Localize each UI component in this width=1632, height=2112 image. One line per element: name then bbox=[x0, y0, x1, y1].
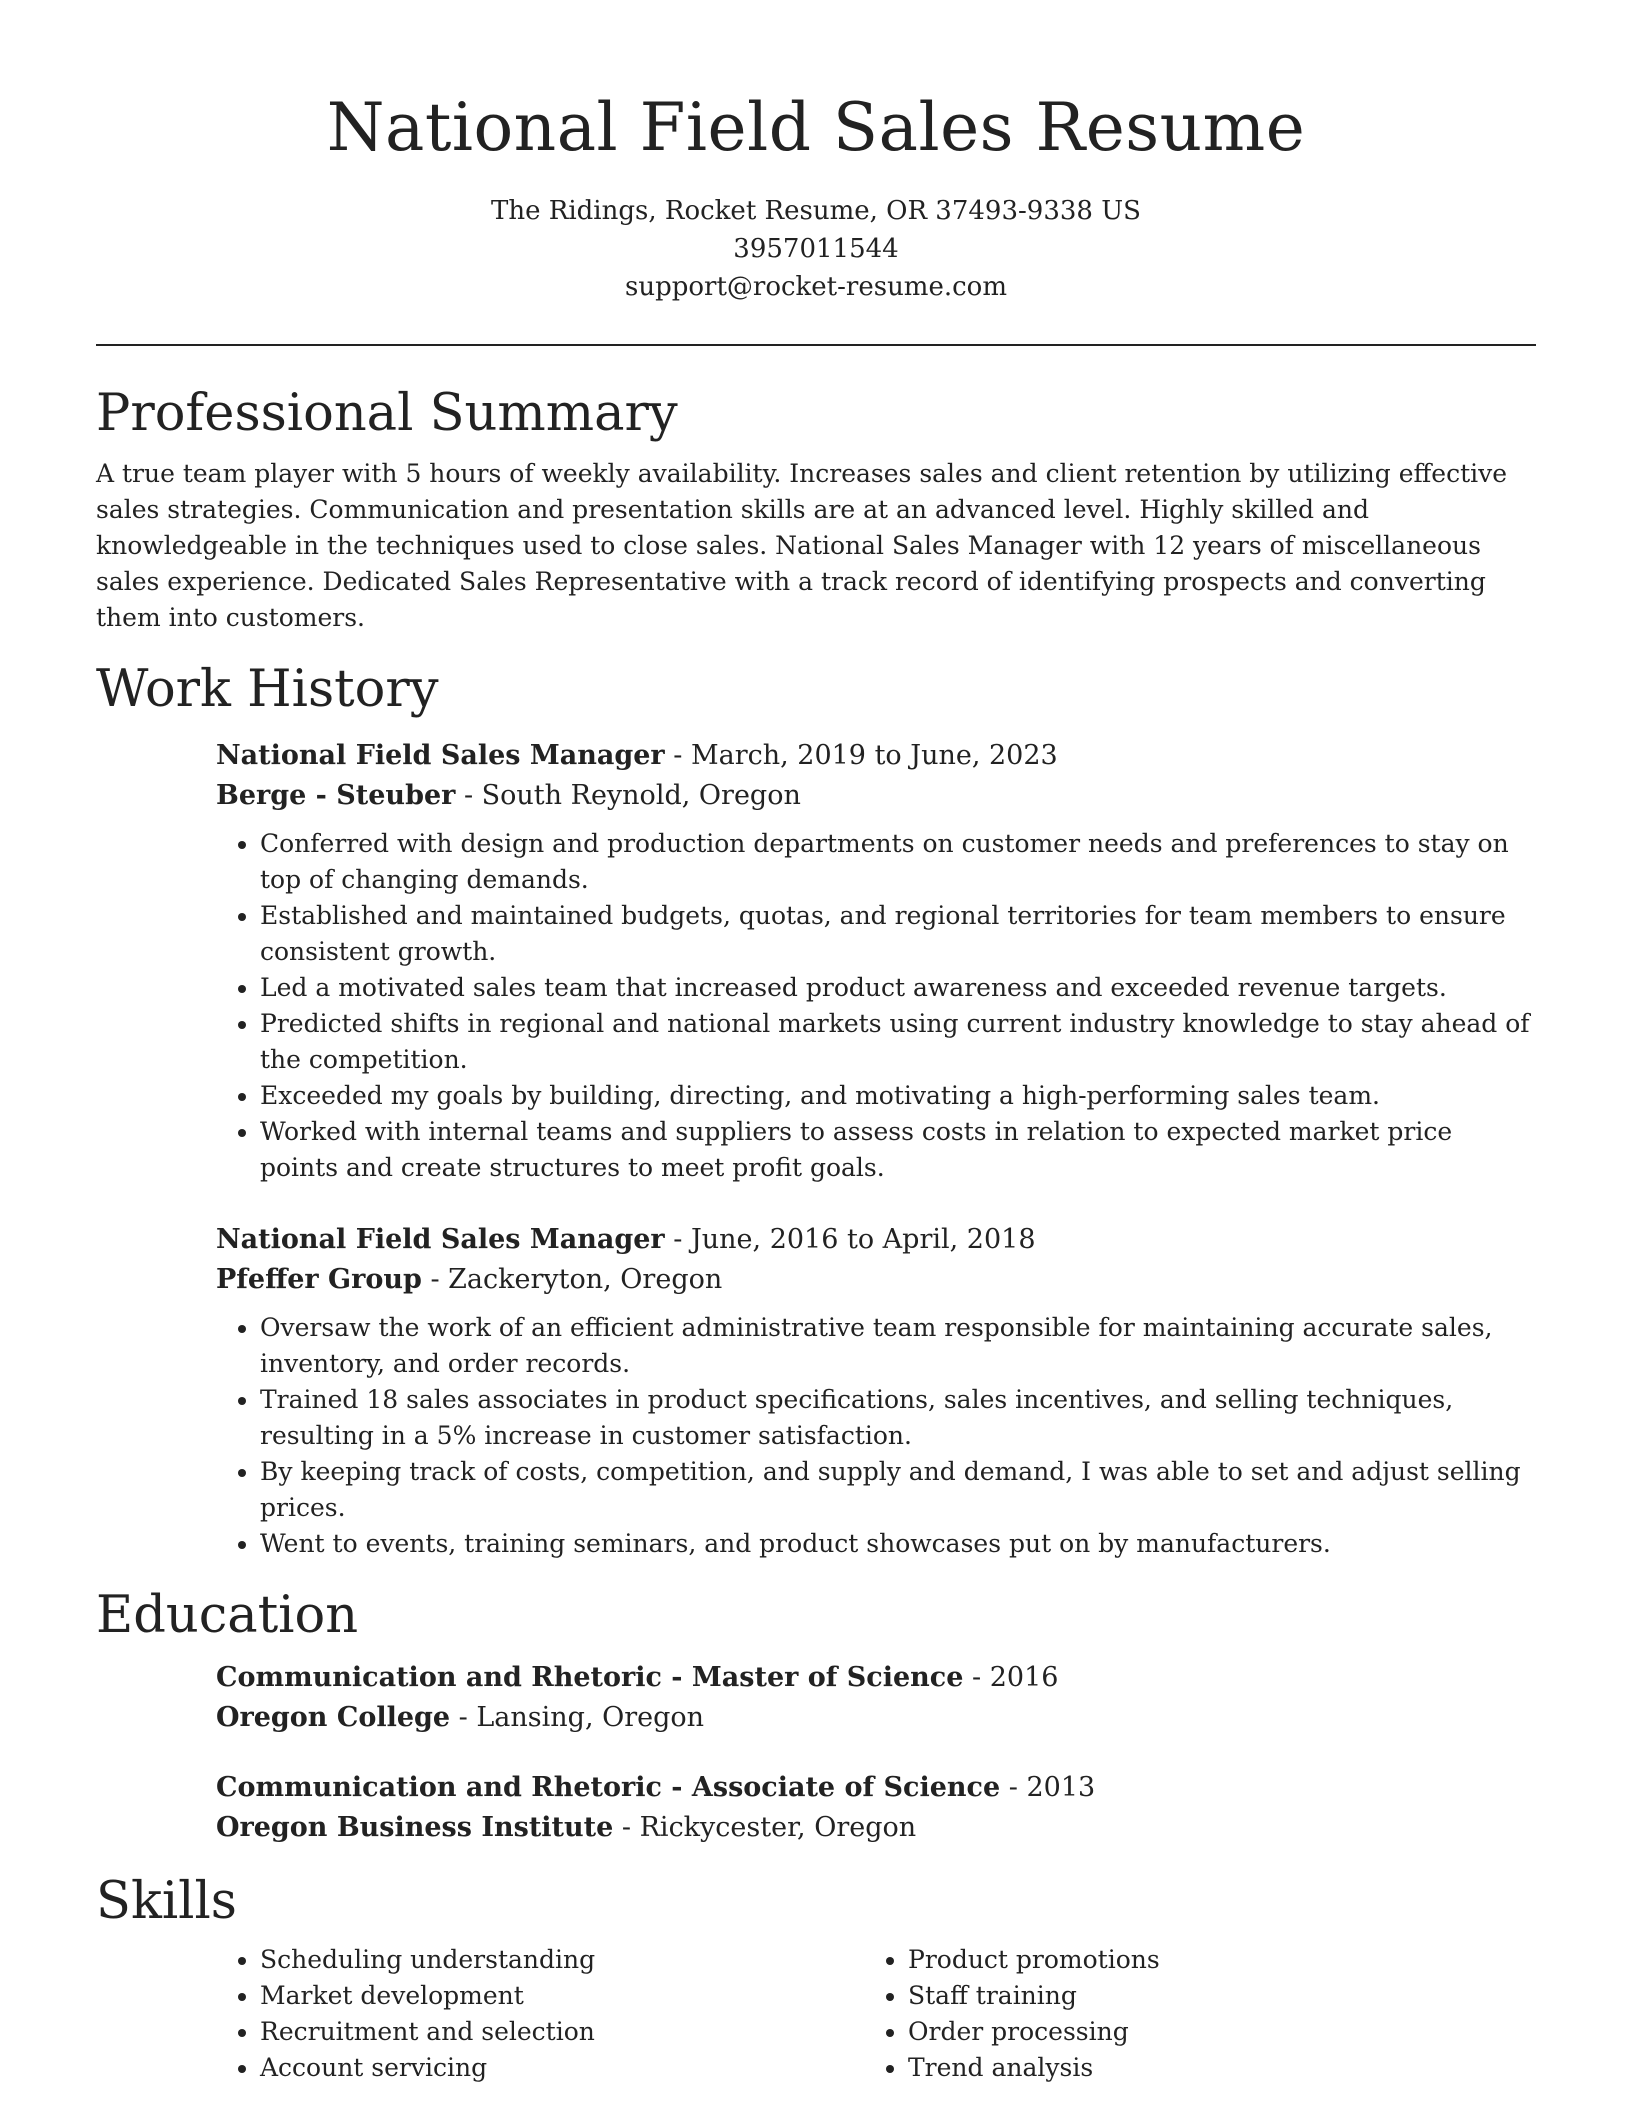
list-item: • Market development bbox=[260, 1978, 864, 2014]
job-entry bbox=[216, 736, 1536, 1186]
degree: Communication and Rhetoric - Master of Science bbox=[216, 1662, 964, 1693]
job-location: - South Reynold, Oregon bbox=[455, 780, 801, 811]
list-item: • Established and maintained budgets, quotas, and regional territories for team members to ensure consistent growth. bbox=[260, 898, 1536, 970]
job-bullets bbox=[216, 1310, 1536, 1562]
degree-year: - 2016 bbox=[963, 1662, 1059, 1693]
job-company-line bbox=[216, 1260, 1536, 1300]
list-item: • Product promotions bbox=[908, 1942, 1512, 1978]
list-item: • Staff training bbox=[908, 1978, 1512, 2014]
job-role: National Field Sales Manager bbox=[216, 1224, 665, 1255]
skills-section bbox=[96, 1870, 1536, 2086]
school-location: - Rickycester, Oregon bbox=[613, 1812, 917, 1843]
header-divider bbox=[96, 344, 1536, 346]
resume-header bbox=[96, 0, 1536, 306]
school-location: - Lansing, Oregon bbox=[450, 1702, 705, 1733]
list-item: • Trained 18 sales associates in product specifications, sales incentives, and selling techniques, resulting in a 5% increase in customer satisfaction. bbox=[260, 1382, 1536, 1454]
list-item: • Predicted shifts in regional and national markets using current industry knowledge to stay ahead of the competition. bbox=[260, 1006, 1536, 1078]
resume-title: National Field Sales Resume bbox=[326, 89, 1306, 166]
skills-column-left bbox=[216, 1942, 864, 2086]
skills-column-right bbox=[864, 1942, 1512, 2086]
list-item: • Scheduling understanding bbox=[260, 1942, 864, 1978]
job-dates: - June, 2016 to April, 2018 bbox=[664, 1224, 1036, 1255]
work-history-heading: Work History bbox=[96, 660, 439, 719]
job-company: Pfeffer Group bbox=[216, 1264, 422, 1295]
skills-grid bbox=[216, 1942, 1536, 2086]
list-item: • Account servicing bbox=[260, 2050, 864, 2086]
email: support@rocket-resume.com bbox=[624, 272, 1007, 302]
school-line bbox=[216, 1808, 1536, 1848]
list-item: • Recruitment and selection bbox=[260, 2014, 864, 2050]
job-title-line bbox=[216, 1220, 1536, 1260]
job-title-line bbox=[216, 736, 1536, 776]
job-role: National Field Sales Manager bbox=[216, 740, 665, 771]
phone: 3957011544 bbox=[733, 234, 899, 264]
school-line bbox=[216, 1698, 1536, 1738]
list-item: • Exceeded my goals by building, directing, and motivating a high-performing sales team. bbox=[260, 1078, 1536, 1114]
list-item: • Oversaw the work of an efficient administrative team responsible for maintaining accurate sales, inventory, and order records. bbox=[260, 1310, 1536, 1382]
list-item: • Conferred with design and production departments on customer needs and preferences to stay on top of changing demands. bbox=[260, 826, 1536, 898]
job-location: - Zackeryton, Oregon bbox=[421, 1264, 723, 1295]
address: The Ridings, Rocket Resume, OR 37493-9338 US bbox=[491, 196, 1141, 226]
degree-year: - 2013 bbox=[1000, 1772, 1096, 1803]
job-bullets bbox=[216, 826, 1536, 1186]
list-item: • Worked with internal teams and suppliers to assess costs in relation to expected market price points and create structures to meet profit goals. bbox=[260, 1114, 1536, 1186]
list-item: • Trend analysis bbox=[908, 2050, 1512, 2086]
job-dates: - March, 2019 to June, 2023 bbox=[664, 740, 1058, 771]
skills-heading: Skills bbox=[96, 1872, 237, 1931]
list-item: • Order processing bbox=[908, 2014, 1512, 2050]
summary-text: A true team player with 5 hours of weekly availability. Increases sales and client retention by utilizing effective sales strategies. Communication and presentation skills are at an advanced level. Highly skilled and knowledgeable in the techniques used to close sales. National Sales Manager with 12 years of miscellaneous sales experience. Dedicated Sales Representative with a track record of identifying prospects and converting them into customers. bbox=[96, 459, 1508, 632]
job-company: Berge - Steuber bbox=[216, 780, 456, 811]
degree: Communication and Rhetoric - Associate of Science bbox=[216, 1772, 1001, 1803]
job-entry bbox=[216, 1220, 1536, 1562]
summary-section bbox=[96, 382, 1536, 636]
education-section bbox=[96, 1584, 1536, 1848]
degree-line bbox=[216, 1658, 1536, 1698]
education-entry bbox=[216, 1768, 1536, 1848]
list-item: • Led a motivated sales team that increased product awareness and exceeded revenue targets. bbox=[260, 970, 1536, 1006]
contact-info bbox=[96, 192, 1536, 306]
list-item: • Went to events, training seminars, and product showcases put on by manufacturers. bbox=[260, 1526, 1536, 1562]
school: Oregon College bbox=[216, 1702, 451, 1733]
degree-line bbox=[216, 1768, 1536, 1808]
summary-heading: Professional Summary bbox=[96, 384, 678, 443]
work-history-section bbox=[96, 658, 1536, 1562]
school: Oregon Business Institute bbox=[216, 1812, 614, 1843]
education-entry bbox=[216, 1658, 1536, 1738]
education-heading: Education bbox=[96, 1586, 359, 1645]
list-item: • By keeping track of costs, competition, and supply and demand, I was able to set and adjust selling prices. bbox=[260, 1454, 1536, 1526]
job-company-line bbox=[216, 776, 1536, 816]
